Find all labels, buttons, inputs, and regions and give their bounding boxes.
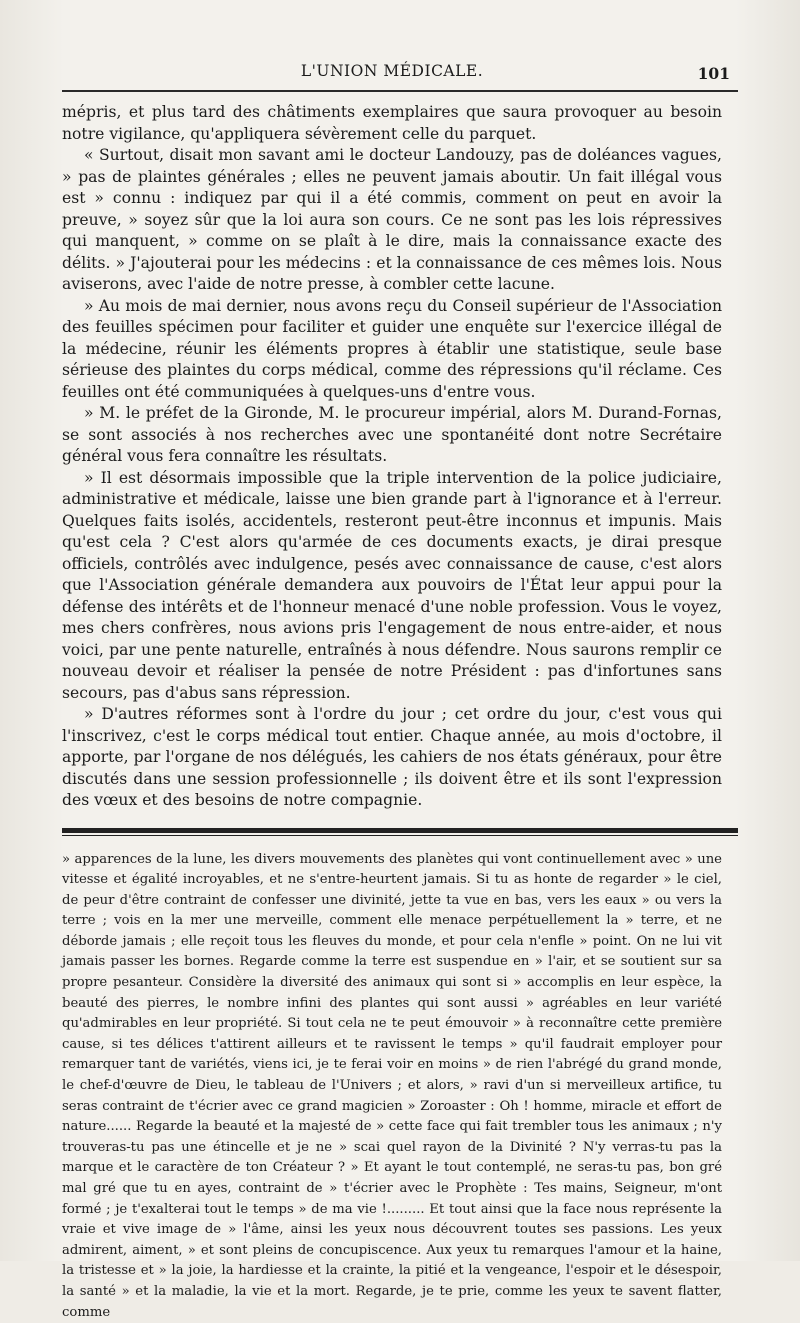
paragraph: » D'autres réformes sont à l'ordre du jour ; cet ordre du jour, c'est vous qui l'inscrivez, c'est le corps médical tout entier. Chaque année, au mois d'octobre, il apporte, par l'organe de nos délégués, les cahiers de nos états généraux, pour être discutés dans une session professionnelle ; ils doivent être et ils sont l'expression des vœux et des besoins de notre compagnie.	[62, 704, 722, 812]
footnote	[62, 850, 722, 1323]
main-text	[62, 102, 722, 812]
paragraph: mépris, et plus tard des châtiments exemplaires que saura provoquer au besoin notre vigilance, qu'appliquera sévèrement celle du parquet.	[62, 102, 722, 145]
footnote-separator	[62, 828, 738, 836]
paragraph: » Il est désormais impossible que la triple intervention de la police judiciaire, administrative et médicale, laisse une bien grande part à l'ignorance et à l'erreur. Quelques faits isolés, accidentels, resteront peut-être inconnus et impunis. Mais qu'est cela ? C'est alors qu'armée de ces documents exacts, je dirai presque officiels, contrôlés avec indulgence, pesés avec connaissance de cause, c'est alors que l'Association générale demandera aux pouvoirs de l'État leur appui pour la défense des intérêts et de l'honneur menacé d'une noble profession. Vous le voyez, mes chers confrères, nous avions pris l'engagement de nous entre-aider, et nous voici, par une pente naturelle, entraînés à nous défendre. Nous saurons remplir ce nouveau devoir et réaliser la pensée de notre Président : pas d'infortunes sans secours, pas d'abus sans répression.	[62, 468, 722, 705]
page-number: 101	[698, 64, 730, 83]
paragraph: » Au mois de mai dernier, nous avons reçu du Conseil supérieur de l'Association des feuilles spécimen pour faciliter et guider une enquête sur l'exercice illégal de la médecine, réunir les éléments propres à établir une statistique, seule base sérieuse des plaintes du corps médical, comme des répressions qu'il réclame. Ces feuilles ont été communiquées à quelques-uns d'entre vous.	[62, 296, 722, 404]
paragraph: « Surtout, disait mon savant ami le docteur Landouzy, pas de doléances vagues, » pas de plaintes générales ; elles ne peuvent jamais aboutir. Un fait illégal vous est » connu : indiquez par qui il a été commis, comment on peut en avoir la preuve, » soyez sûr que la loi aura son cours. Ce ne sont pas les lois répressives qui manquent, » comme on se plaît à le dire, mais la connaissance exacte des délits. » J'ajouterai pour les médecins : et la connaissance de ces mêmes lois. Nous aviserons, avec l'aide de notre presse, à combler cette lacune.	[62, 145, 722, 296]
running-title: L'UNION MÉDICALE.	[62, 62, 722, 80]
page-header	[62, 62, 722, 88]
footnote-text: » apparences de la lune, les divers mouvements des planètes qui vont continuellement avec » une vitesse et égalité incroyables, et ne s'entre-heurtent jamais. Si tu as honte de regarder » le ciel, de peur d'être contraint de confesser une divinité, jette ta vue en bas, vers les eaux » ou vers la terre ; vois en la mer une merveille, comment elle menace perpétuellement la » terre, et ne déborde jamais ; elle reçoit tous les fleuves du monde, et pour cela n'enfle » point. On ne lui vit jamais passer les bornes. Regarde comme la terre est suspendue en » l'air, et se soutient sur sa propre pesanteur. Considère la diversité des animaux qui sont si » accomplis en leur espèce, la beauté des pierres, le nombre infini des plantes qui sont aussi » agréables en leur variété qu'admirables en leur propriété. Si tout cela ne te peut émouvoir » à reconnaître cette première cause, si tes délices t'attirent ailleurs et te ravissent le temps » qu'il faudrait employer pour remarquer tant de variétés, viens ici, je te ferai voir en moins » de rien l'abrégé du grand monde, le chef-d'œuvre de Dieu, le tableau de l'Univers ; et alors, » ravi d'un si merveilleux artifice, tu seras contraint de t'écrier avec ce grand magicien » Zoroaster : Oh ! homme, miracle et effort de nature...... Regarde la beauté et la majesté de » cette face qui fait trembler tous les animaux ; n'y trouveras-tu pas une étincelle et je ne » scai quel rayon de la Divinité ? N'y verras-tu pas la marque et le caractère de ton Créateur ? » Et ayant le tout contemplé, ne seras-tu pas, bon gré mal gré que tu en ayes, contraint de » t'écrier avec le Prophète : Tes mains, Seigneur, m'ont formé ; je t'exalterai tout le temps » de ma vie !......... Et tout ainsi que la face nous représente la vraie et vive image de » l'âme, ainsi les yeux nous découvrent toutes ses passions. Les yeux admirent, aiment, » et sont pleins de concupiscence. Aux yeux tu remarques l'amour et la haine, la tristesse et » la joie, la hardiesse et la crainte, la pitié et la vengeance, l'espoir et le désespoir, la santé » et la maladie, la vie et la mort. Regarde, je te prie, comme les yeux te savent flatter, comme	[62, 850, 722, 1323]
header-rule	[62, 90, 738, 92]
paragraph: » M. le préfet de la Gironde, M. le procureur impérial, alors M. Durand-Fornas, se sont associés à nos recherches avec une spontanéité dont notre Secrétaire général vous fera connaître les résultats.	[62, 403, 722, 468]
